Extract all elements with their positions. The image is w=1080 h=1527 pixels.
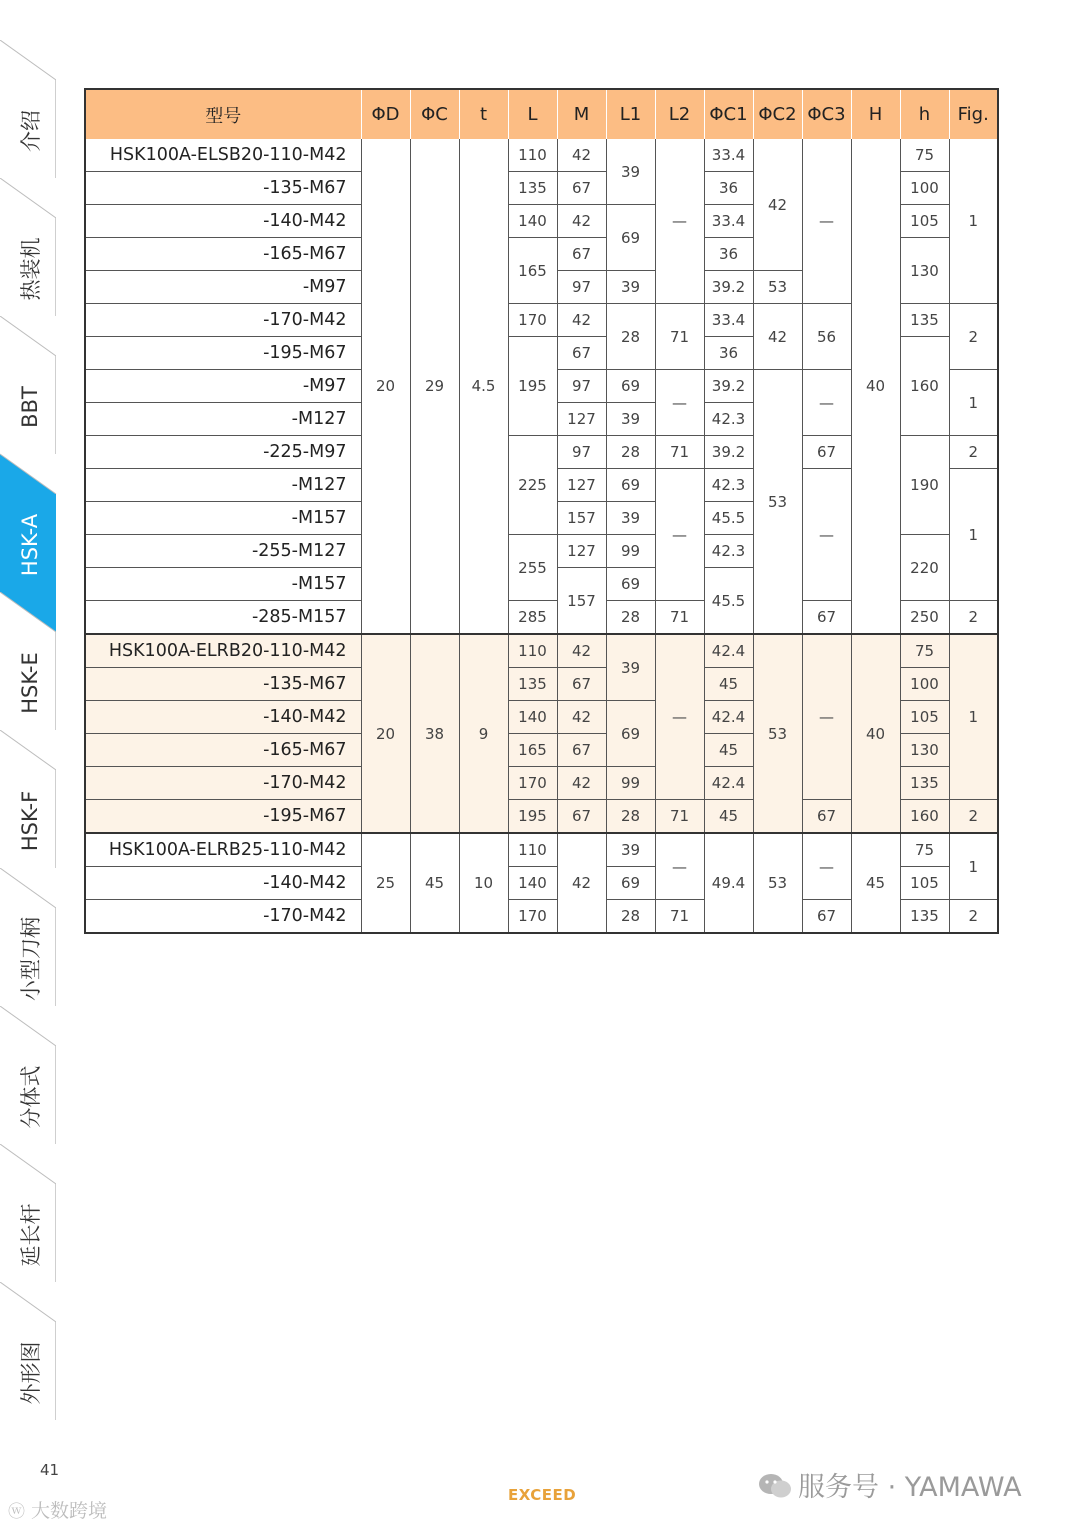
value-cell: 36 [704,238,753,271]
value-cell: 9 [459,634,508,833]
value-cell: 42.3 [704,469,753,502]
value-cell: 135 [900,304,949,337]
value-cell: 105 [900,701,949,734]
value-cell: 135 [508,668,557,701]
value-cell: 36 [704,337,753,370]
value-cell: 110 [508,139,557,172]
value-cell: 195 [508,800,557,834]
side-tab-8[interactable] [0,1006,56,1144]
value-cell: 2 [949,436,998,469]
column-header: L1 [606,89,655,139]
value-cell: 2 [949,900,998,934]
value-cell: 140 [508,701,557,734]
value-cell: 28 [606,436,655,469]
value-cell: 1 [949,370,998,436]
value-cell: 160 [900,800,949,834]
value-cell: 39 [606,634,655,701]
value-cell: 1 [949,833,998,900]
watermark-left-text: 大数跨境 [31,1500,108,1522]
value-cell: 127 [557,403,606,436]
model-cell: -170-M42 [85,304,361,337]
model-cell: -170-M42 [85,900,361,934]
value-cell: 42.4 [704,767,753,800]
value-cell: 255 [508,535,557,601]
column-header: H [851,89,900,139]
value-cell: 285 [508,601,557,635]
weibo-icon: ⓦ [8,1502,25,1522]
value-cell: 190 [900,436,949,535]
value-cell: 67 [557,337,606,370]
value-cell: 56 [802,304,851,370]
value-cell: — [802,469,851,601]
value-cell: 39 [606,833,655,867]
table-row [85,634,998,668]
value-cell: — [802,139,851,304]
value-cell: 4.5 [459,139,508,634]
value-cell: 42 [557,139,606,172]
model-cell: -195-M67 [85,800,361,834]
tab-divider [0,40,56,178]
value-cell: 140 [508,205,557,238]
side-tab-label: 小型刀柄 [19,917,43,1001]
value-cell: 2 [949,800,998,834]
value-cell: 29 [410,139,459,634]
value-cell: 75 [900,833,949,867]
value-cell: 1 [949,469,998,601]
value-cell: 157 [557,568,606,635]
side-tab-label: HSK-A [18,513,42,577]
model-cell: -M97 [85,271,361,304]
column-header: h [900,89,949,139]
side-tab-10[interactable] [0,1282,56,1420]
value-cell: 20 [361,139,410,634]
value-cell: 157 [557,502,606,535]
value-cell: 170 [508,767,557,800]
side-tab-7[interactable] [0,868,56,1006]
value-cell: 67 [557,172,606,205]
value-cell: 69 [606,568,655,601]
column-header: ΦC1 [704,89,753,139]
value-cell: 220 [900,535,949,601]
side-tab-label: 热装机 [19,237,43,301]
value-cell: 67 [557,668,606,701]
value-cell: 39 [606,139,655,205]
value-cell: 10 [459,833,508,933]
value-cell: 75 [900,634,949,668]
value-cell: 160 [900,337,949,436]
value-cell: 45 [851,833,900,933]
value-cell: 71 [655,900,704,934]
column-header: ΦD [361,89,410,139]
value-cell: 69 [606,469,655,502]
value-cell: 130 [900,238,949,304]
value-cell: 20 [361,634,410,833]
value-cell: 53 [753,271,802,304]
model-cell: -165-M67 [85,238,361,271]
side-tab-label: 延长杆 [19,1203,43,1267]
value-cell: 39.2 [704,271,753,304]
value-cell: 75 [900,139,949,172]
value-cell: 33.4 [704,205,753,238]
side-tab-6[interactable] [0,730,56,868]
value-cell: 45 [704,668,753,701]
value-cell: 45 [704,800,753,834]
value-cell: 140 [508,867,557,900]
page-number: 41 [40,1461,60,1479]
value-cell: 42 [753,139,802,271]
side-tab-label: HSK-E [18,652,42,714]
value-cell: 42 [557,767,606,800]
side-tab-label: HSK-F [18,790,42,852]
value-cell: 100 [900,668,949,701]
value-cell: 40 [851,139,900,634]
value-cell: — [802,634,851,800]
column-header: ΦC [410,89,459,139]
column-header: ΦC3 [802,89,851,139]
value-cell: 39 [606,502,655,535]
value-cell: — [655,469,704,601]
value-cell: 53 [753,634,802,833]
value-cell: 99 [606,767,655,800]
value-cell: 49.4 [704,833,753,933]
value-cell: — [802,833,851,900]
value-cell: 39 [606,271,655,304]
column-header: L [508,89,557,139]
side-tab-1[interactable] [0,40,56,178]
side-tab-4[interactable] [0,454,56,592]
side-tab-label: 外形图 [19,1341,43,1405]
value-cell: 25 [361,833,410,933]
value-cell: 71 [655,800,704,834]
side-tab-9[interactable] [0,1144,56,1282]
model-cell: -M127 [85,403,361,436]
model-cell: -170-M42 [85,767,361,800]
value-cell: — [655,370,704,436]
value-cell: 69 [606,205,655,271]
model-cell: -225-M97 [85,436,361,469]
value-cell: 40 [851,634,900,833]
column-header: Fig. [949,89,998,139]
spec-table [84,88,999,934]
value-cell: 42.4 [704,701,753,734]
value-cell: 42.4 [704,634,753,668]
value-cell: 39.2 [704,436,753,469]
value-cell: 28 [606,601,655,635]
column-header: 型号 [85,89,361,139]
model-cell: -135-M67 [85,172,361,205]
value-cell: 53 [753,833,802,933]
value-cell: 67 [802,800,851,834]
value-cell: 28 [606,304,655,370]
model-cell: HSK100A-ELRB20-110-M42 [85,634,361,668]
value-cell: 165 [508,238,557,304]
model-cell: HSK100A-ELRB25-110-M42 [85,833,361,867]
value-cell: 67 [557,800,606,834]
value-cell: 135 [900,767,949,800]
model-cell: -M157 [85,502,361,535]
value-cell: 130 [900,734,949,767]
model-cell: -285-M157 [85,601,361,635]
value-cell: 1 [949,139,998,304]
value-cell: 135 [900,900,949,934]
value-cell: 38 [410,634,459,833]
model-cell: -140-M42 [85,205,361,238]
table-row [85,833,998,867]
value-cell: 250 [900,601,949,635]
value-cell: 42 [557,701,606,734]
value-cell: 28 [606,900,655,934]
side-tab-2[interactable] [0,178,56,316]
watermark-service-account [758,1465,1022,1504]
model-cell: -140-M42 [85,867,361,900]
watermark-left [8,1496,107,1523]
value-cell: 28 [606,800,655,834]
value-cell: 69 [606,867,655,900]
value-cell: 53 [753,370,802,635]
model-cell: -135-M67 [85,668,361,701]
value-cell: 127 [557,535,606,568]
value-cell: 71 [655,304,704,370]
value-cell: 42 [753,304,802,370]
value-cell: 42 [557,304,606,337]
model-cell: -140-M42 [85,701,361,734]
value-cell: 42 [557,634,606,668]
side-tab-bar [0,40,56,1440]
value-cell: 2 [949,601,998,635]
value-cell: 99 [606,535,655,568]
table-body [85,139,998,933]
value-cell: 45.5 [704,502,753,535]
model-cell: -M97 [85,370,361,403]
value-cell: 71 [655,436,704,469]
value-cell: 39 [606,403,655,436]
side-tab-label: BBT [18,386,42,428]
value-cell: 195 [508,337,557,436]
model-cell: -M157 [85,568,361,601]
value-cell: 110 [508,833,557,867]
model-cell: -165-M67 [85,734,361,767]
value-cell: 67 [802,601,851,635]
value-cell: 127 [557,469,606,502]
value-cell: 71 [655,601,704,635]
value-cell: 225 [508,436,557,535]
value-cell: 97 [557,370,606,403]
value-cell: — [655,833,704,900]
value-cell: 105 [900,867,949,900]
value-cell: 42 [557,205,606,238]
watermark-right-text: 服务号 · YAMAWA [798,1472,1022,1503]
value-cell: 33.4 [704,139,753,172]
value-cell: — [655,634,704,800]
value-cell: 69 [606,701,655,767]
value-cell: 45 [704,734,753,767]
value-cell: 1 [949,634,998,800]
table-row [85,139,998,172]
side-tab-5[interactable] [0,592,56,730]
value-cell: 110 [508,634,557,668]
model-cell: -255-M127 [85,535,361,568]
model-cell: -M127 [85,469,361,502]
value-cell: 97 [557,271,606,304]
model-cell: -195-M67 [85,337,361,370]
value-cell: 67 [557,734,606,767]
value-cell: 45 [410,833,459,933]
model-cell: HSK100A-ELSB20-110-M42 [85,139,361,172]
value-cell: — [655,139,704,304]
column-header: ΦC2 [753,89,802,139]
column-header: t [459,89,508,139]
value-cell: 165 [508,734,557,767]
value-cell: 42.3 [704,535,753,568]
value-cell: 33.4 [704,304,753,337]
value-cell: 36 [704,172,753,205]
side-tab-label: 介绍 [19,110,43,152]
value-cell: 135 [508,172,557,205]
value-cell: 100 [900,172,949,205]
table-header [85,89,998,139]
value-cell: — [802,370,851,436]
side-tab-label: 分体式 [19,1065,43,1129]
value-cell: 42.3 [704,403,753,436]
value-cell: 39.2 [704,370,753,403]
value-cell: 2 [949,304,998,370]
value-cell: 69 [606,370,655,403]
column-header: M [557,89,606,139]
wechat-icon [758,1473,792,1499]
value-cell: 45.5 [704,568,753,635]
value-cell: 67 [557,238,606,271]
brand-logo: EXCEED [508,1486,577,1504]
value-cell: 67 [802,436,851,469]
value-cell: 97 [557,436,606,469]
value-cell: 67 [802,900,851,934]
value-cell: 105 [900,205,949,238]
value-cell: 170 [508,304,557,337]
value-cell: 170 [508,900,557,934]
column-header: L2 [655,89,704,139]
value-cell: 42 [557,833,606,933]
side-tab-3[interactable] [0,316,56,454]
